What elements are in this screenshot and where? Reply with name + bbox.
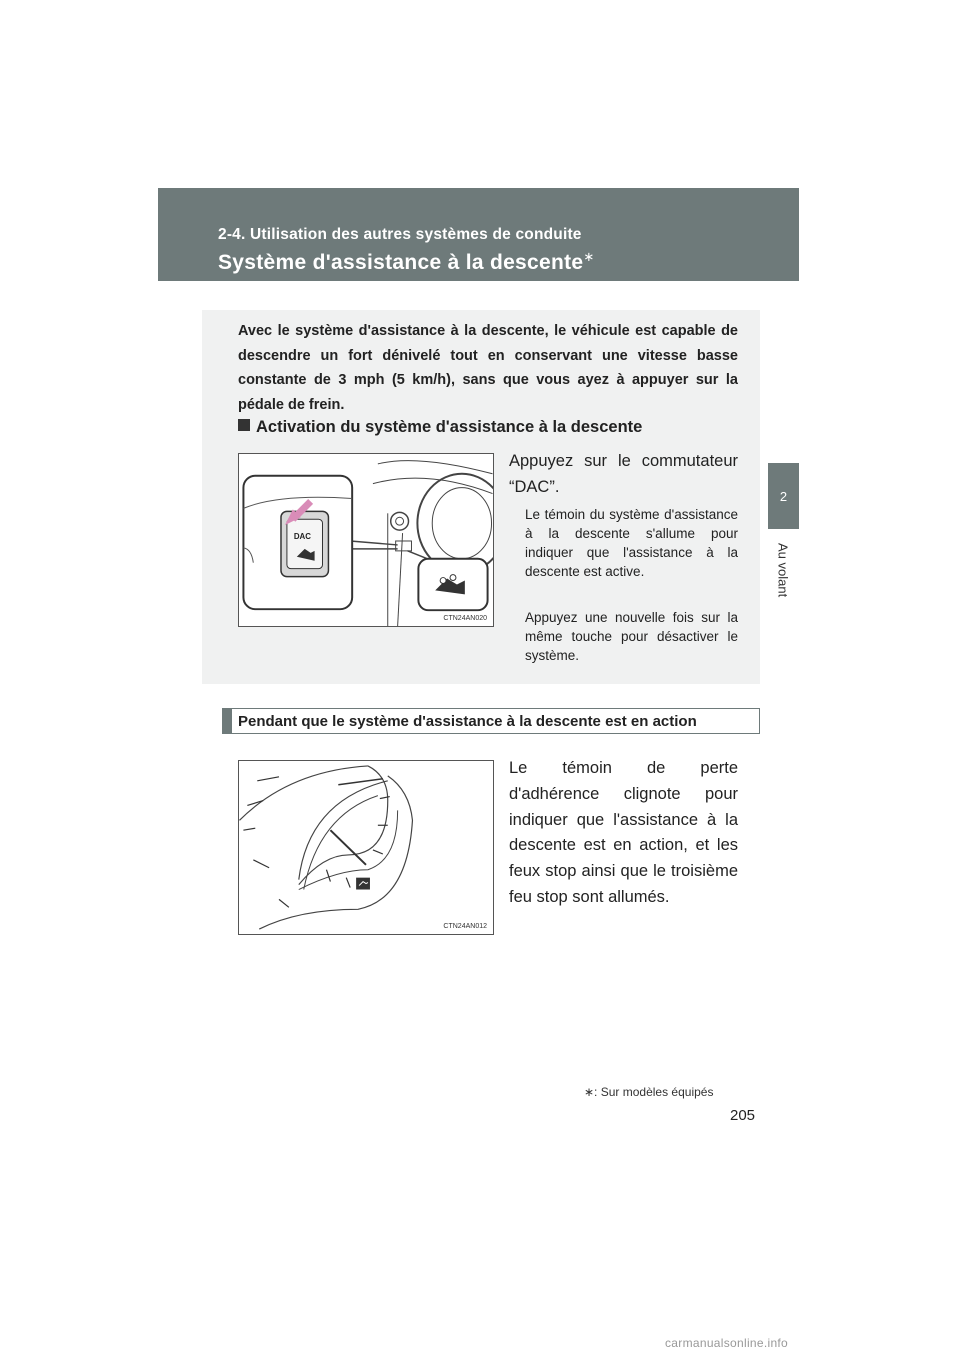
page-number: 205: [730, 1107, 756, 1124]
activation-instruction: Appuyez sur le commutateur “DAC”.: [509, 452, 738, 496]
speedometer-figure: [238, 760, 494, 935]
footnote: ∗: Sur modèles équipés: [584, 1085, 714, 1099]
activation-subheading: [238, 418, 642, 437]
action-section-heading: Pendant que le système d'assistance à la descente est en action: [222, 708, 760, 734]
figure-code-1: CTN24AN020: [443, 615, 487, 622]
activation-note-1: Le témoin du système d'assistance à la descente s'allume pour indiquer que l'assistance à la descente est active.: [525, 507, 738, 579]
dac-button-label: DAC: [293, 532, 311, 542]
watermark: carmanualsonline.info: [665, 1336, 789, 1350]
dac-switch-figure: [238, 453, 494, 627]
square-bullet-icon: [238, 419, 250, 431]
action-body-text: Le témoin de perte d'adhérence clignote pour indiquer que l'assistance à la descente est en action, et les feux stop ainsi que le troisième feu stop sont allumés.: [509, 759, 738, 906]
speedometer-illustration: [239, 761, 493, 934]
dac-switch-illustration: [239, 454, 493, 626]
page-title: [218, 249, 595, 275]
page-title-text: Système d'assistance à la descente: [218, 251, 584, 274]
figure-code-2: CTN24AN012: [443, 923, 487, 930]
section-label: 2-4. Utilisation des autres systèmes de conduite: [218, 226, 582, 243]
chapter-tab: 2: [768, 463, 799, 529]
activation-note-2: Appuyez une nouvelle fois sur la même touche pour désactiver le système.: [525, 610, 738, 663]
title-asterisk: ∗: [583, 249, 595, 264]
activation-subheading-text: Activation du système d'assistance à la descente: [256, 418, 643, 436]
chapter-name: Au volant: [775, 542, 791, 598]
intro-text: Avec le système d'assistance à la descente, le véhicule est capable de descendre un fort dénivelé tout en conservant une vitesse basse constante de 3 mph (5 km/h), sans que vous ayez à appuyer sur la pédale de frein.: [238, 323, 738, 413]
